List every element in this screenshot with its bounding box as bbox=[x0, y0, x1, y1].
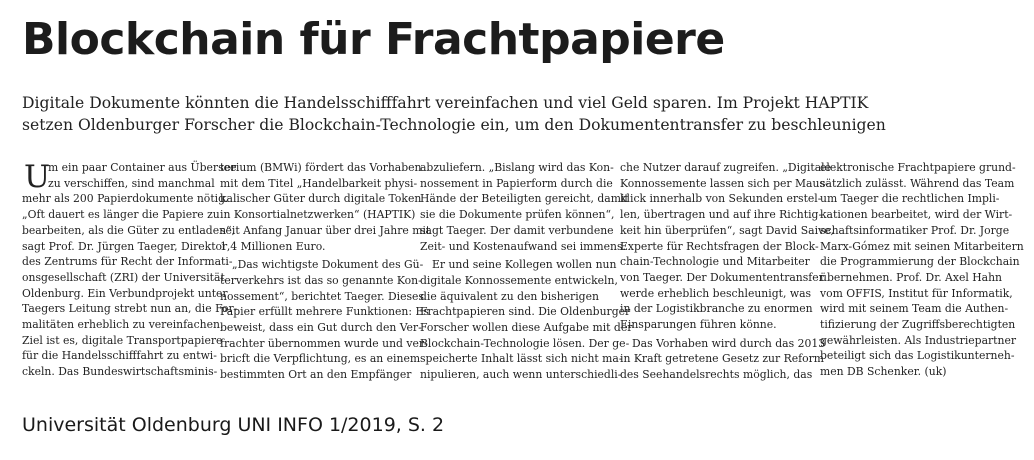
body-line: klick innerhalb von Sekunden erstel- bbox=[620, 192, 822, 206]
body-line: Experte für Rechtsfragen der Block- bbox=[620, 239, 819, 253]
body-line: des Zentrums für Recht der Informati- bbox=[22, 255, 233, 269]
body-line: malitäten erheblich zu vereinfachen. bbox=[22, 318, 224, 332]
body-line: Taegers Leitung strebt nun an, die For- bbox=[22, 302, 238, 316]
body-line: „Oft dauert es länger die Papiere zu bbox=[22, 208, 220, 222]
body-line: beteiligt sich das Logistikunterneh- bbox=[820, 349, 1015, 363]
body-line: elektronische Frachtpapiere grund- bbox=[820, 161, 1016, 174]
body-line: terverkehrs ist das so genannte Kon- bbox=[220, 273, 422, 287]
article-column-1 bbox=[22, 160, 238, 380]
body-line: kalischer Güter durch digitale Token bbox=[220, 192, 422, 206]
body-line: wird mit seinem Team die Authen- bbox=[820, 302, 1009, 316]
body-line: Oldenburg. Ein Verbundprojekt unter bbox=[22, 286, 228, 300]
article-headline: Blockchain für Frachtpapiere bbox=[22, 14, 725, 65]
body-line: m ein paar Container aus Übersee bbox=[48, 161, 237, 174]
body-line: für die Handelsschifffahrt zu entwi- bbox=[22, 349, 217, 363]
body-line: onsgesellschaft (ZRI) der Universität bbox=[22, 270, 225, 284]
body-line: Blockchain-Technologie lösen. Der ge- bbox=[420, 336, 630, 350]
body-line: Zeit- und Kostenaufwand sei immens. bbox=[420, 239, 626, 253]
body-line: Einsparungen führen könne. bbox=[620, 318, 777, 332]
article-subheadline bbox=[22, 92, 1022, 136]
body-line: beweist, dass ein Gut durch den Ver- bbox=[220, 321, 422, 335]
body-line: „Das wichtigste Dokument des Gü- bbox=[232, 258, 424, 272]
body-line: werde erheblich beschleunigt, was bbox=[620, 286, 812, 300]
body-line: mit dem Titel „Handelbarkeit physi- bbox=[220, 176, 418, 190]
body-line: bestimmten Ort an den Empfänger bbox=[220, 368, 412, 382]
body-line: sagt Taeger. Der damit verbundene bbox=[420, 223, 614, 237]
subheadline-line: Digitale Dokumente könnten die Handelsschifffahrt vereinfachen und viel Geld sparen. Im Projekt HAPTIK bbox=[22, 94, 869, 112]
body-line: nipulieren, auch wenn unterschiedli- bbox=[420, 368, 622, 382]
body-line: Das Vorhaben wird durch das 2013 bbox=[632, 336, 826, 350]
body-line: Hände der Beteiligten gereicht, damit bbox=[420, 192, 629, 206]
body-line: des Seehandelsrechts möglich, das bbox=[620, 368, 813, 382]
body-line: Ziel ist es, digitale Transportpapiere bbox=[22, 333, 223, 347]
article-column-4 bbox=[620, 160, 834, 383]
body-line: gewährleisten. Als Industriepartner bbox=[820, 333, 1017, 347]
body-line: sätzlich zulässt. Während das Team bbox=[820, 176, 1015, 190]
body-line: bearbeiten, als die Güter zu entladen“, bbox=[22, 223, 236, 237]
body-line: sagt Prof. Dr. Jürgen Taeger, Direktor bbox=[22, 239, 228, 253]
body-line: Frachtpapieren sind. Die Oldenburger bbox=[420, 305, 631, 319]
body-line: abzuliefern. „Bislang wird das Kon- bbox=[420, 161, 614, 174]
body-line: nossement in Papierform durch die bbox=[420, 176, 613, 190]
body-line: ckeln. Das Bundeswirtschaftsminis- bbox=[22, 365, 218, 379]
body-line: Marx-Gómez mit seinen Mitarbeitern bbox=[820, 239, 1024, 253]
body-line: übernehmen. Prof. Dr. Axel Hahn bbox=[820, 270, 1002, 284]
body-line: die äquivalent zu den bisherigen bbox=[420, 289, 599, 303]
body-line: keit hin überprüfen“, sagt David Saive, bbox=[620, 223, 834, 237]
drop-cap: U bbox=[24, 159, 51, 195]
subheadline-line: setzen Oldenburger Forscher die Blockchain-Technologie ein, um den Dokumententransfer zu beschleunigen bbox=[22, 116, 886, 134]
body-line: zu verschiffen, sind manchmal bbox=[48, 176, 215, 190]
body-line: die Programmierung der Blockchain bbox=[820, 255, 1020, 269]
body-line: che Nutzer darauf zugreifen. „Digitale bbox=[620, 161, 832, 174]
body-line: men DB Schenker. (uk) bbox=[820, 365, 947, 379]
article-column-5 bbox=[820, 160, 1024, 380]
body-line: in Konsortialnetzwerken“ (HAPTIK) bbox=[220, 208, 416, 222]
body-line: seit Anfang Januar über drei Jahre mit bbox=[220, 223, 431, 237]
body-line: bricft die Verpflichtung, es an einem bbox=[220, 352, 421, 366]
body-line: Papier erfüllt mehrere Funktionen: Es bbox=[220, 305, 429, 319]
body-line: schaftsinformatiker Prof. Dr. Jorge bbox=[820, 223, 1010, 237]
body-line: Forscher wollen diese Aufgabe mit der bbox=[420, 321, 633, 335]
body-line: kationen bearbeitet, wird der Wirt- bbox=[820, 208, 1013, 222]
body-line: chain-Technologie und Mitarbeiter bbox=[620, 255, 810, 269]
body-line: terium (BMWi) fördert das Vorhaben bbox=[220, 161, 422, 174]
body-line: tifizierung der Zugriffsberechtigten bbox=[820, 318, 1016, 332]
body-line: in der Logistikbranche zu enormen bbox=[620, 302, 813, 316]
body-line: mehr als 200 Papierdokumente nötig. bbox=[22, 192, 229, 206]
article-column-2 bbox=[220, 160, 431, 383]
body-line: nossement“, berichtet Taeger. Dieses bbox=[220, 289, 424, 303]
body-line: vom OFFIS, Institut für Informatik, bbox=[820, 286, 1013, 300]
body-line: Er und seine Kollegen wollen nun bbox=[432, 258, 617, 272]
body-line: sie die Dokumente prüfen können“, bbox=[420, 208, 615, 222]
body-line: um Taeger die rechtlichen Impli- bbox=[820, 192, 1000, 206]
body-line: 1,4 Millionen Euro. bbox=[220, 239, 326, 253]
body-line: von Taeger. Der Dokumententransfer bbox=[620, 270, 824, 284]
source-caption: Universität Oldenburg UNI INFO 1/2019, S. 2 bbox=[22, 414, 445, 436]
body-line: Konnossemente lassen sich per Maus- bbox=[620, 176, 829, 190]
body-line: digitale Konnossemente entwickeln, bbox=[420, 273, 618, 287]
body-line: in Kraft getretene Gesetz zur Reform bbox=[620, 352, 825, 366]
body-line: len, übertragen und auf ihre Richtig- bbox=[620, 208, 823, 222]
body-line: speicherte Inhalt lässt sich nicht ma- bbox=[420, 352, 623, 366]
body-line: frachter übernommen wurde und ver- bbox=[220, 336, 428, 350]
article-column-3 bbox=[420, 160, 633, 383]
